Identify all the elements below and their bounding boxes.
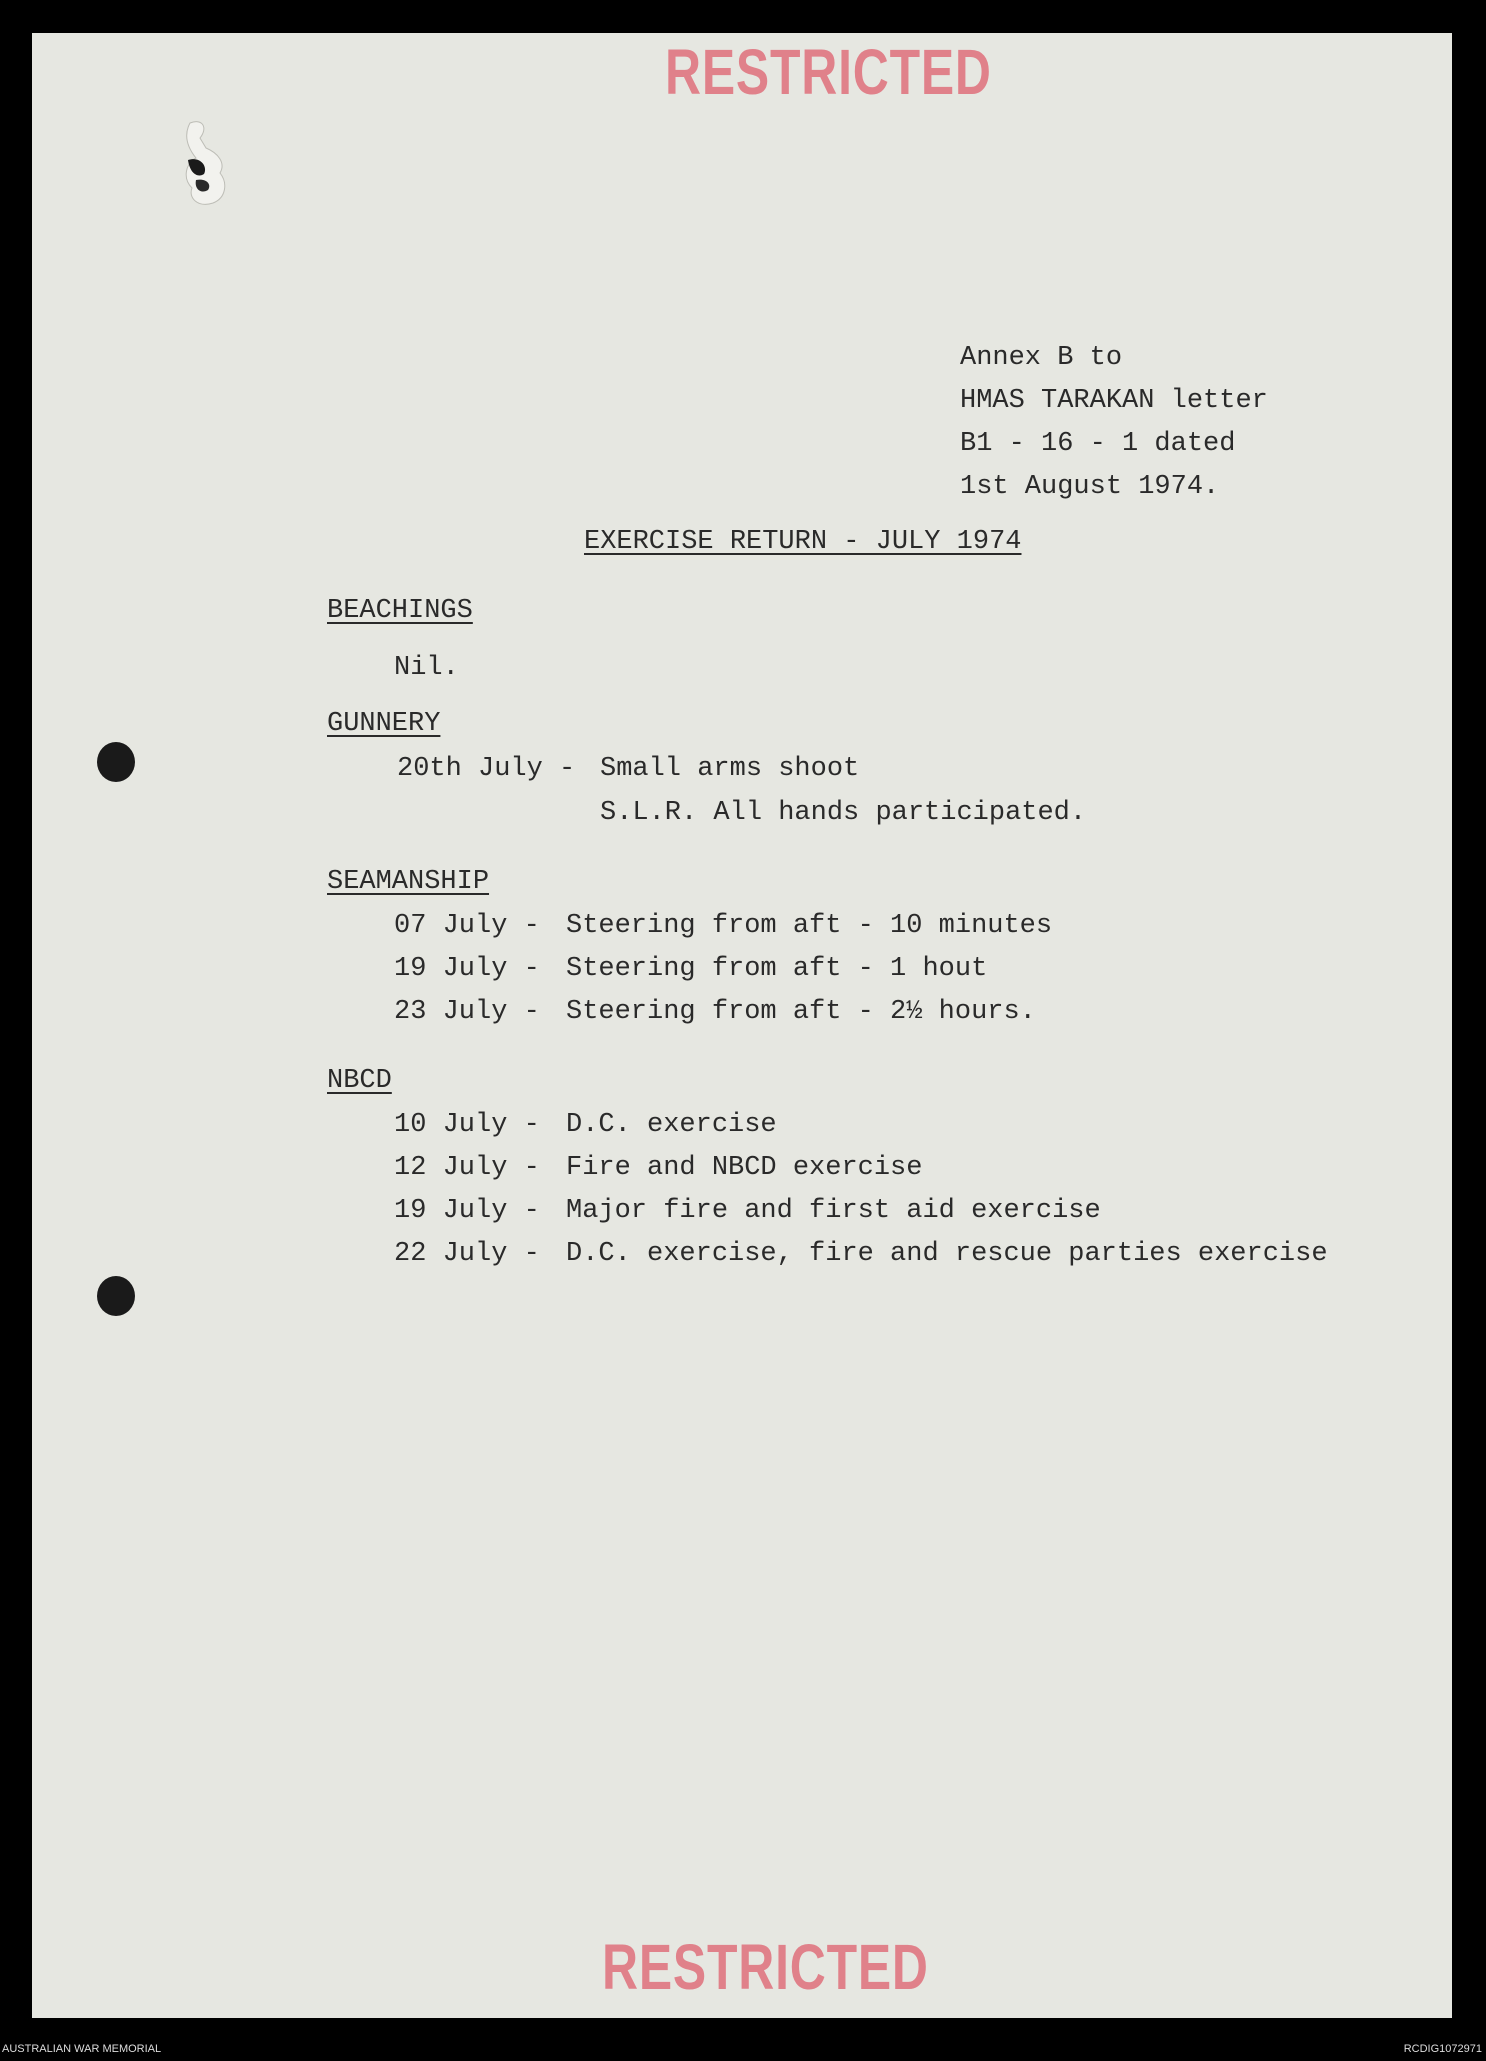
punch-hole-upper xyxy=(97,742,135,782)
page-tear-damage xyxy=(178,118,238,228)
punch-hole-lower xyxy=(97,1276,135,1316)
seamanship-text-1: Steering from aft - 10 minutes xyxy=(566,911,1053,941)
nbcd-date-1: 10 July - xyxy=(394,1110,540,1140)
annex-line-1: Annex B to xyxy=(960,343,1123,373)
document-title: EXERCISE RETURN - JULY 1974 xyxy=(584,527,1022,557)
restricted-stamp-top: RESTRICTED xyxy=(665,36,992,108)
nbcd-date-2: 12 July - xyxy=(394,1153,540,1183)
heading-nbcd: NBCD xyxy=(327,1066,392,1096)
heading-gunnery: GUNNERY xyxy=(327,709,441,739)
nbcd-text-3: Major fire and first aid exercise xyxy=(566,1196,1101,1226)
nbcd-text-4: D.C. exercise, fire and rescue parties exercise xyxy=(566,1239,1328,1269)
gunnery-text-1: Small arms shoot xyxy=(600,754,860,784)
annex-line-2: HMAS TARAKAN letter xyxy=(960,386,1268,416)
annex-line-3: B1 - 16 - 1 dated xyxy=(960,429,1236,459)
seamanship-date-3: 23 July - xyxy=(394,997,540,1027)
beachings-entry: Nil. xyxy=(394,653,459,683)
heading-beachings: BEACHINGS xyxy=(327,596,473,626)
heading-seamanship: SEAMANSHIP xyxy=(327,867,490,897)
annex-line-4: 1st August 1974. xyxy=(960,472,1220,502)
nbcd-text-1: D.C. exercise xyxy=(566,1110,777,1140)
footer-institution: AUSTRALIAN WAR MEMORIAL xyxy=(2,2043,162,2055)
seamanship-date-1: 07 July - xyxy=(394,911,540,941)
seamanship-text-3: Steering from aft - 2½ hours. xyxy=(566,997,1036,1027)
gunnery-text-2: S.L.R. All hands participated. xyxy=(600,798,1087,828)
gunnery-date-1: 20th July - xyxy=(397,754,576,784)
nbcd-date-4: 22 July - xyxy=(394,1239,540,1269)
footer-identifier: RCDIG1072971 xyxy=(1403,2043,1482,2055)
nbcd-date-3: 19 July - xyxy=(394,1196,540,1226)
nbcd-text-2: Fire and NBCD exercise xyxy=(566,1153,923,1183)
seamanship-date-2: 19 July - xyxy=(394,954,540,984)
seamanship-text-2: Steering from aft - 1 hout xyxy=(566,954,988,984)
restricted-stamp-bottom: RESTRICTED xyxy=(602,1931,929,2003)
